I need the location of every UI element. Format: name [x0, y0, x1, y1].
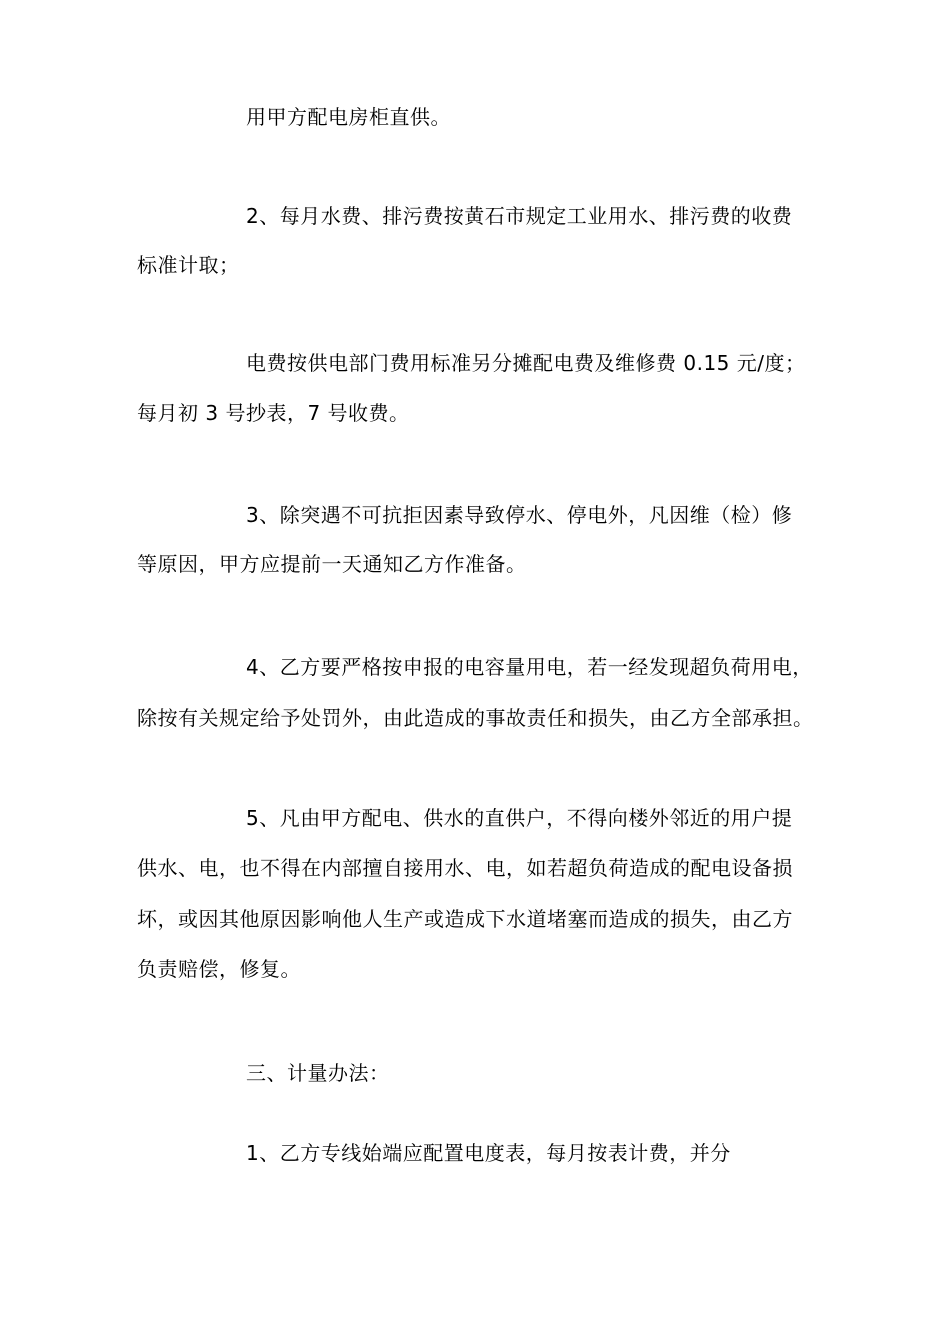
paragraph-line: 坏，或因其他原因影响他人生产或造成下水道堵塞而造成的损失，由乙方 [137, 907, 793, 931]
paragraph-line: 1、乙方专线始端应配置电度表，每月按表计费，并分 [246, 1141, 731, 1165]
paragraph-line: 5、凡由甲方配电、供水的直供户，不得向楼外邻近的用户提 [246, 806, 793, 830]
paragraph-line: 等原因，甲方应提前一天通知乙方作准备。 [137, 552, 527, 576]
paragraph-line: 4、乙方要严格按申报的电容量用电，若一经发现超负荷用电， [246, 655, 813, 679]
paragraph-line: 负责赔偿，修复。 [137, 957, 301, 981]
paragraph-line: 用甲方配电房柜直供。 [246, 105, 451, 129]
paragraph-line: 2、每月水费、排污费按黄石市规定工业用水、排污费的收费 [246, 204, 793, 228]
paragraph-line: 每月初 3 号抄表，7 号收费。 [137, 401, 410, 425]
paragraph-line: 供水、电，也不得在内部擅自接用水、电，如若超负荷造成的配电设备损 [137, 856, 793, 880]
section-heading: 三、计量办法： [246, 1061, 390, 1085]
paragraph-line: 除按有关规定给予处罚外，由此造成的事故责任和损失，由乙方全部承担。 [137, 706, 814, 730]
paragraph-line: 电费按供电部门费用标准另分摊配电费及维修费 0.15 元/度； [246, 351, 806, 375]
paragraph-line: 标准计取； [137, 253, 240, 277]
paragraph-line: 3、除突遇不可抗拒因素导致停水、停电外，凡因维（检）修 [246, 503, 793, 527]
